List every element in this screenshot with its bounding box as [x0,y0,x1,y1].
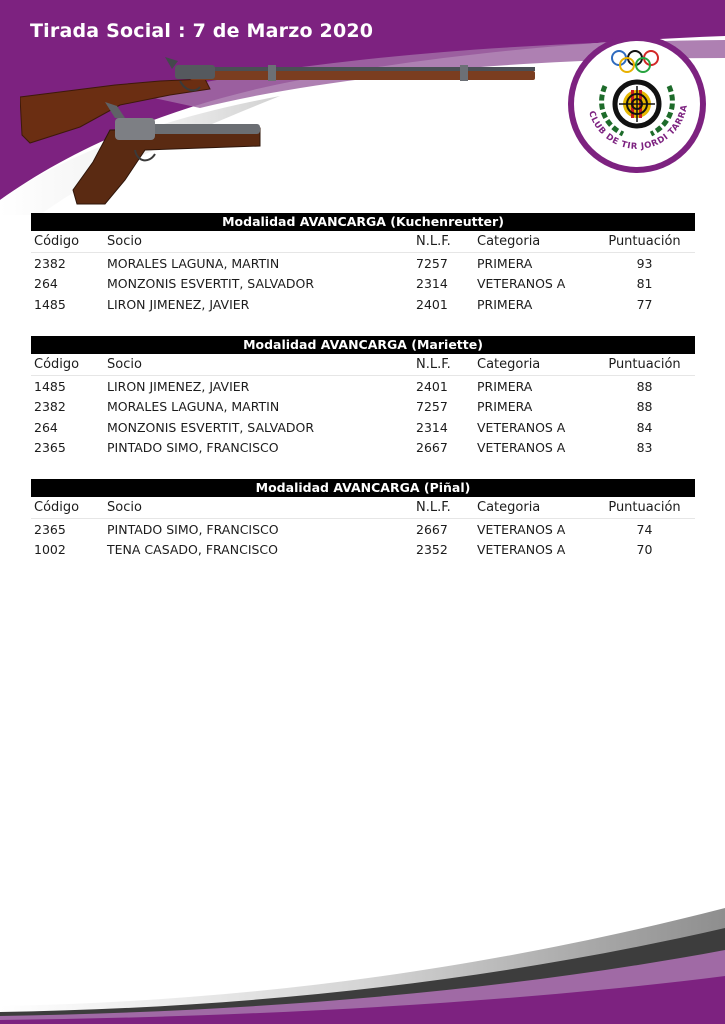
footer-background [0,880,725,1024]
cell-puntuacion: 74 [636,521,653,537]
cell-puntuacion: 88 [636,399,653,415]
cell-puntuacion: 93 [636,255,653,271]
col-socio: Socio [104,497,413,519]
cell-categoria: PRIMERA [477,399,533,415]
section-title: Modalidad AVANCARGA (Piñal) [31,479,695,497]
cell-codigo: 2382 [34,399,66,415]
cell-codigo: 1485 [34,378,66,394]
cell-codigo: 264 [34,276,58,292]
table-row [31,376,695,397]
cell-categoria: VETERANOS A [477,542,566,558]
col-codigo: Código [31,497,104,519]
cell-categoria: VETERANOS A [477,419,566,435]
cell-nlf: 2314 [416,419,448,435]
cell-codigo: 2365 [34,440,66,456]
table-row [31,540,695,561]
col-puntuacion: Puntuación [594,497,695,519]
column-header-row [31,231,695,253]
cell-puntuacion: 70 [636,542,653,558]
cell-socio: LIRON JIMENEZ, JAVIER [107,378,250,394]
col-codigo: Código [31,354,104,376]
cell-codigo: 2382 [34,255,66,271]
cell-puntuacion: 83 [636,440,653,456]
cell-codigo: 2365 [34,521,66,537]
cell-nlf: 7257 [416,255,448,271]
cell-categoria: VETERANOS A [477,521,566,537]
cell-codigo: 1485 [34,296,66,312]
results-table [31,213,695,315]
table-row [31,519,695,540]
cell-nlf: 2401 [416,378,448,394]
cell-nlf: 2314 [416,276,448,292]
page-title: Tirada Social : 7 de Marzo 2020 [30,20,374,42]
cell-socio: MONZONIS ESVERTIT, SALVADOR [107,276,315,292]
column-header-row [31,354,695,376]
cell-categoria: PRIMERA [477,255,533,271]
cell-socio: PINTADO SIMO, FRANCISCO [107,521,279,537]
cell-nlf: 2667 [416,440,448,456]
col-categoria: Categoria [474,231,594,253]
table-row [31,253,695,274]
table-row [31,438,695,459]
cell-puntuacion: 81 [636,276,653,292]
table-row [31,397,695,418]
col-categoria: Categoria [474,497,594,519]
col-socio: Socio [104,231,413,253]
pistol-image [65,100,265,210]
cell-nlf: 7257 [416,399,448,415]
cell-categoria: VETERANOS A [477,276,566,292]
cell-nlf: 2352 [416,542,448,558]
club-logo [567,34,707,174]
section-mariette [31,336,695,458]
cell-categoria: PRIMERA [477,378,533,394]
column-header-row [31,497,695,519]
cell-categoria: VETERANOS A [477,440,566,456]
cell-socio: MORALES LAGUNA, MARTIN [107,255,280,271]
section-title: Modalidad AVANCARGA (Kuchenreutter) [31,213,695,231]
cell-socio: MONZONIS ESVERTIT, SALVADOR [107,419,315,435]
col-categoria: Categoria [474,354,594,376]
cell-socio: MORALES LAGUNA, MARTIN [107,399,280,415]
cell-socio: LIRON JIMENEZ, JAVIER [107,296,250,312]
col-puntuacion: Puntuación [594,231,695,253]
cell-socio: PINTADO SIMO, FRANCISCO [107,440,279,456]
cell-codigo: 1002 [34,542,66,558]
cell-nlf: 2667 [416,521,448,537]
table-row [31,417,695,438]
section-pinal [31,479,695,560]
cell-nlf: 2401 [416,296,448,312]
cell-socio: TENA CASADO, FRANCISCO [107,542,279,558]
section-title: Modalidad AVANCARGA (Mariette) [31,336,695,354]
table-row [31,294,695,315]
cell-codigo: 264 [34,419,58,435]
col-codigo: Código [31,231,104,253]
col-nlf: N.L.F. [413,354,474,376]
col-socio: Socio [104,354,413,376]
section-kuchenreutter [31,213,695,315]
col-nlf: N.L.F. [413,231,474,253]
cell-categoria: PRIMERA [477,296,533,312]
club-name-text: CLUB DE TIR JORDI TARRA [586,103,690,153]
cell-puntuacion: 84 [636,419,653,435]
results-table [31,479,695,560]
cell-puntuacion: 88 [636,378,653,394]
cell-puntuacion: 77 [636,296,653,312]
table-row [31,274,695,295]
results-table [31,336,695,458]
col-nlf: N.L.F. [413,497,474,519]
col-puntuacion: Puntuación [594,354,695,376]
